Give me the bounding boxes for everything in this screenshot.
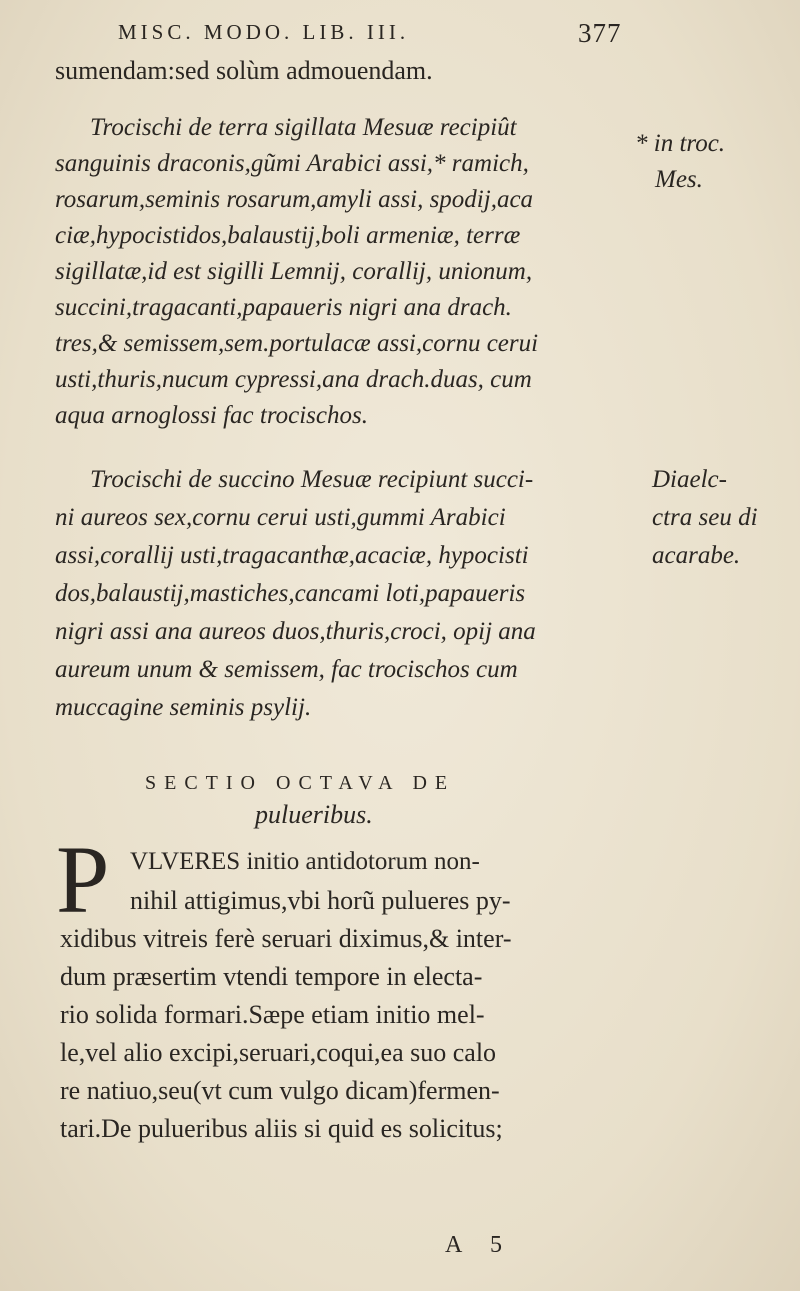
text-line: Trocischi de terra sigillata Mesuæ recipiût	[90, 114, 517, 141]
text-line: nigri assi ana aureos duos,thuris,croci, opij ana	[55, 618, 536, 645]
body-line: xidibus vitreis ferè seruari diximus,& inter-	[60, 924, 512, 953]
body-line: nihil attigimus,vbi horũ pulueres py-	[130, 886, 511, 915]
text-line: succini,tragacanti,papaueris nigri ana drach.	[55, 294, 512, 321]
running-title: MISC. MODO. LIB. III.	[118, 20, 410, 44]
text-line: muccagine seminis psylij.	[55, 694, 312, 721]
page-header	[118, 18, 658, 50]
text-line: sanguinis draconis,gũmi Arabici assi,* ramich,	[55, 150, 529, 177]
body-line: re natiuo,seu(vt cum vulgo dicam)fermen-	[60, 1076, 500, 1105]
text-line: sigillatæ,id est sigilli Lemnij, corallij, unionum,	[55, 258, 533, 285]
text-line: ciæ,hypocistidos,balaustij,boli armeniæ, terræ	[55, 222, 521, 249]
section-heading: SECTIO OCTAVA DE	[145, 772, 456, 794]
margin-note: Diaelc-	[652, 466, 727, 493]
body-line: le,vel alio excipi,seruari,coqui,ea suo calo	[60, 1038, 497, 1067]
text-line: Trocischi de succino Mesuæ recipiunt succi-	[90, 466, 534, 493]
margin-note: * in troc.	[635, 130, 726, 157]
text-line: aureum unum & semissem, fac trocischos cum	[55, 656, 518, 683]
text-line: tres,& semissem,sem.portulacæ assi,cornu cerui	[55, 330, 539, 357]
page-number: 377	[578, 18, 622, 48]
margin-note: acarabe.	[652, 542, 741, 569]
text-line: aqua arnoglossi fac trocischos.	[55, 402, 368, 429]
signature-number: 5	[490, 1232, 502, 1258]
text-line: usti,thuris,nucum cypressi,ana drach.duas, cum	[55, 366, 532, 393]
text-line: rosarum,seminis rosarum,amyli assi, spodij,aca	[55, 186, 534, 213]
text-line: assi,corallij usti,tragacanthæ,acaciæ, hypocisti	[55, 542, 529, 569]
drop-cap: P	[56, 826, 110, 933]
text-line: sumendam:sed solùm admouendam.	[55, 56, 433, 85]
margin-note: Mes.	[655, 166, 703, 193]
signature-mark: A	[445, 1232, 463, 1258]
text-line: dos,balaustij,mastiches,cancami loti,papaueris	[55, 580, 526, 607]
margin-note: ctra seu di	[652, 504, 758, 531]
section-subheading: pulueribus.	[255, 800, 373, 829]
body-line: rio solida formari.Sæpe etiam initio mel-	[60, 1000, 485, 1029]
body-line: dum præsertim vtendi tempore in electa-	[60, 962, 483, 991]
text-line: ni aureos sex,cornu cerui usti,gummi Arabici	[55, 504, 506, 531]
body-line: tari.De pulueribus aliis si quid es solicitus;	[60, 1114, 503, 1143]
body-line: VLVERES initio antidotorum non-	[130, 848, 480, 875]
